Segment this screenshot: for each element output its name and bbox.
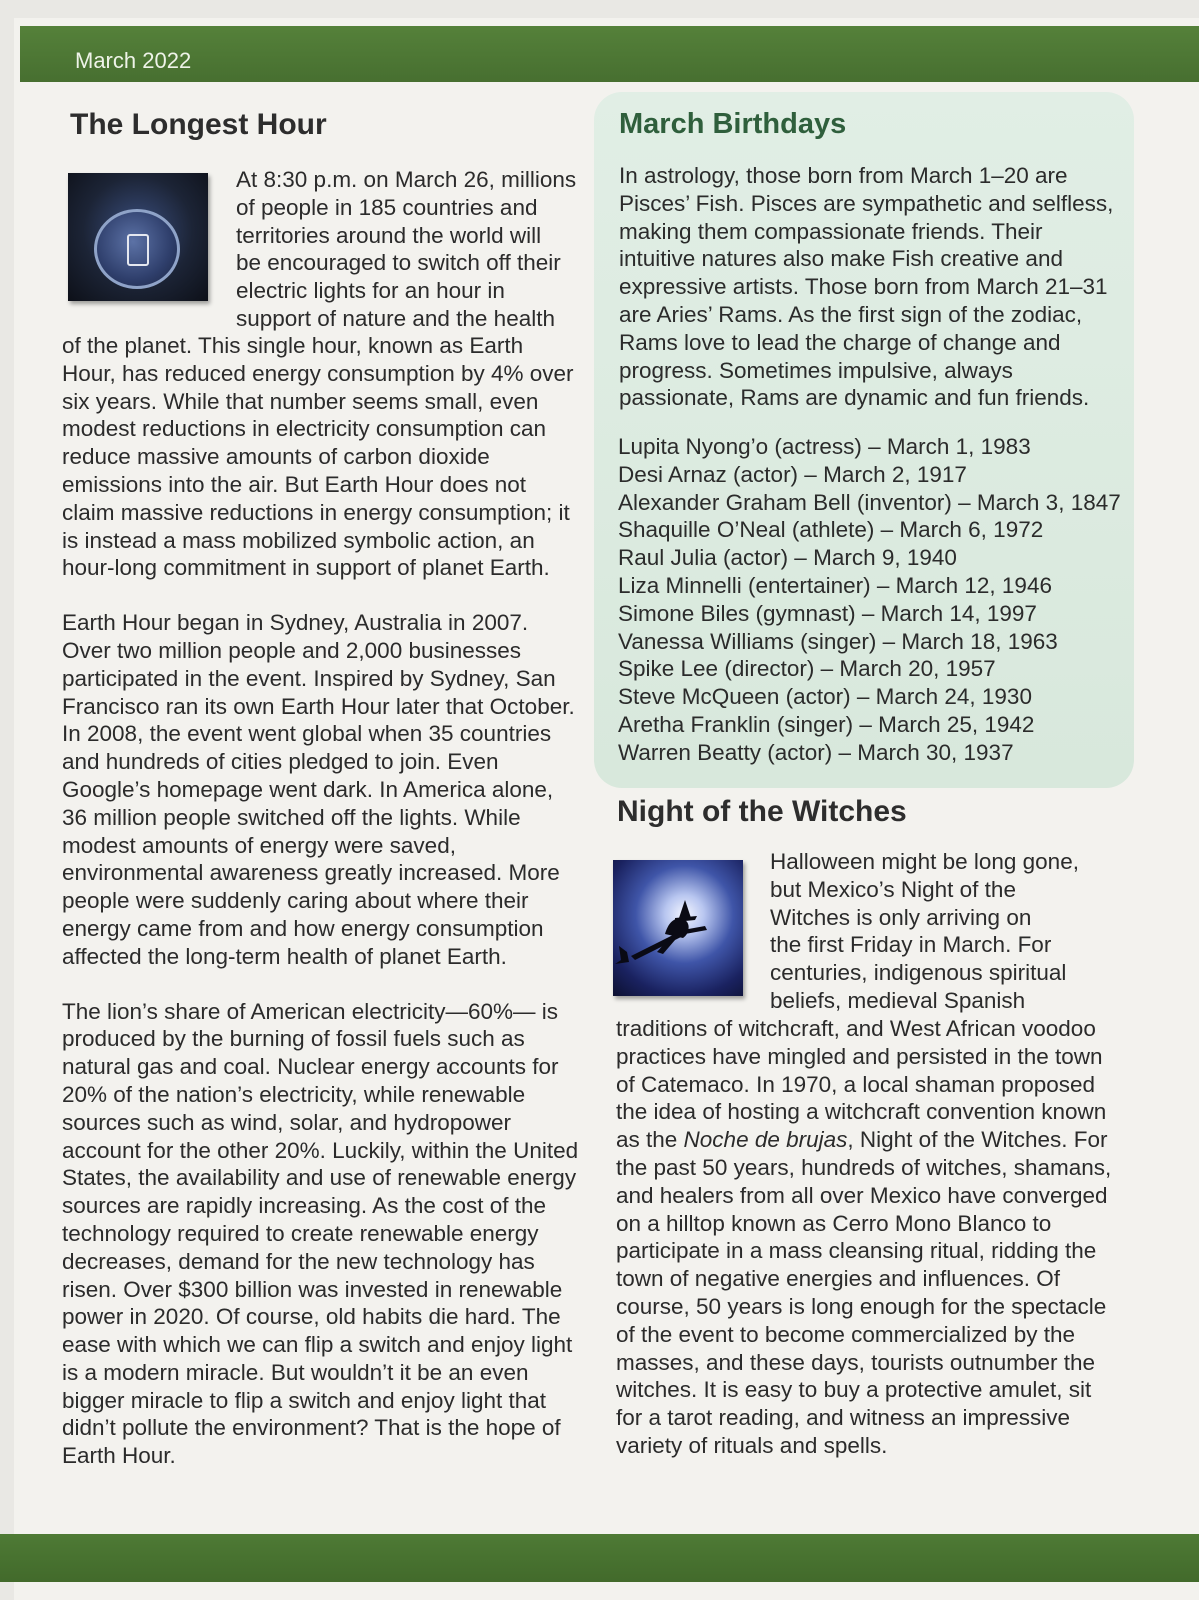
witch-image xyxy=(613,860,743,996)
birthday-item: Vanessa Williams (singer) – March 18, 1963 xyxy=(618,628,1058,654)
birthday-item: Shaquille O’Neal (athlete) – March 6, 1972 xyxy=(618,517,1044,543)
wrap-line: the first Friday in March. For xyxy=(770,932,1052,958)
witches-text-a: traditions of witchcraft, and West African voodoo practices have mingled and persisted in the town of Catemaco. In 1970, a local shaman proposed the idea of hosting a witchcraft convention known as the xyxy=(616,1016,1107,1153)
wrap-line: Witches is only arriving on xyxy=(770,904,1032,930)
witch-silhouette-icon xyxy=(613,860,743,996)
birthday-item: Spike Lee (director) – March 20, 1957 xyxy=(618,656,996,682)
birthday-item: Lupita Nyong’o (actress) – March 1, 1983 xyxy=(618,434,1031,459)
birthday-item: Liza Minnelli (entertainer) – March 12, 1946 xyxy=(618,572,1052,598)
wrap-line: At 8:30 p.m. on March 26, millions xyxy=(236,167,577,192)
wrap-line: centuries, indigenous spiritual xyxy=(770,960,1067,986)
noche-de-brujas: Noche de brujas xyxy=(683,1127,848,1153)
birthday-item: Steve McQueen (actor) – March 24, 1930 xyxy=(618,684,1032,710)
globe-icon xyxy=(94,209,180,289)
wrap-line: electric lights for an hour in xyxy=(236,278,505,304)
witches-wrap-text xyxy=(770,848,1125,1015)
longest-hour-body xyxy=(62,332,582,1497)
paragraph-3: The lion’s share of American electricity—60%— is produced by the burning of fossil fuels such as natural gas and coal. Nuclear energy accounts for 20% of the nation’s electricity, while renewable sources such as wind, solar, and hydropower account for the other 20%. Luckily, within the United States, the availability and use of renewable energy sources are rapidly increasing. As the cost of the technology required to create renewable energy decreases, demand for the new technology has risen. Over $300 billion was invested in renewable power in 2020. Of course, old habits die hard. The ease with which we can flip a switch and enjoy light is a modern miracle. But wouldn’t it be an even bigger miracle to flip a switch and enjoy light that didn’t pollute the environment? That is the hope of Earth Hour. xyxy=(62,998,579,1469)
birthday-item: Aretha Franklin (singer) – March 25, 1942 xyxy=(618,711,1035,737)
birthday-item: Raul Julia (actor) – March 9, 1940 xyxy=(618,545,957,571)
header-band xyxy=(20,26,1199,82)
witches-title: Night of the Witches xyxy=(617,795,907,828)
birthday-item: Alexander Graham Bell (inventor) – March 3, 1847 xyxy=(618,489,1121,515)
paragraph-1-rest: of the planet. This single hour, known as Earth Hour, has reduced energy consumption by 4% over six years. While that number seems small, even modest reductions in electricity consumption can reduce massive amounts of carbon dioxide emissions into the air. But Earth Hour does not claim massive reductions in energy consumption; it is instead a mass mobilized symbolic action, an hour-long commitment in support of planet Earth. xyxy=(62,333,574,581)
wrap-line: be encouraged to switch off their xyxy=(236,250,561,276)
issue-date: March 2022 xyxy=(75,48,192,73)
longest-hour-title: The Longest Hour xyxy=(70,108,327,141)
paragraph-2: Earth Hour began in Sydney, Australia in 2007. Over two million people and 2,000 businesses participated in the event. Inspired by Sydney, San Francisco ran its own Earth Hour later that October. In 2008, the event went global when 35 countries and hundreds of cities pledged to join. Even Google’s homepage went dark. In America alone, 36 million people switched off the lights. While modest amounts of energy were saved, environmental awareness greatly increased. More people were suddenly caring about where their energy came from and how energy consumption affected the long-term health of planet Earth. xyxy=(62,610,575,969)
birthdays-title: March Birthdays xyxy=(619,108,847,140)
footer-band xyxy=(0,1534,1199,1582)
wrap-line: of people in 185 countries and xyxy=(236,194,538,220)
wrap-line: support of nature and the health xyxy=(236,305,555,331)
birthdays-intro: In astrology, those born from March 1–20 are Pisces’ Fish. Pisces are sympathetic and selfless, making them compassionate friends. Their intuitive natures also make Fish creative and expressive artists. Those born from March 21–31 are Aries’ Rams. As the first sign of the zodiac, Rams love to lead the charge of change and progress. Sometimes impulsive, always passionate, Rams are dynamic and fun friends. xyxy=(619,163,1114,411)
birthday-item: Desi Arnaz (actor) – March 2, 1917 xyxy=(618,461,967,487)
wrap-line: territories around the world will xyxy=(236,222,542,248)
birthday-list xyxy=(618,433,1121,767)
birthday-item: Warren Beatty (actor) – March 30, 1937 xyxy=(618,739,1014,765)
longest-hour-wrap-text xyxy=(236,166,581,333)
wrap-line: but Mexico’s Night of the xyxy=(770,876,1016,902)
wrap-line: beliefs, medieval Spanish xyxy=(770,987,1026,1013)
witches-text-b: , Night of the Witches. For the past 50 years, hundreds of witches, shamans, and healers from all over Mexico have converged on a hilltop known as Cerro Mono Blanco to participate in a mass cleansing ritual, ridding the town of negative energies and influences. Of course, 50 years is long enough for the spectacle of the event to become commercialized by the masses, and these days, tourists outnumber the witches. It is easy to buy a protective amulet, sit for a tarot reading, and witness an impressive variety of rituals and spells. xyxy=(616,1127,1112,1458)
witches-body xyxy=(616,1015,1121,1460)
wrap-line: Halloween might be long gone, xyxy=(770,849,1079,874)
birthday-item: Simone Biles (gymnast) – March 14, 1997 xyxy=(618,600,1037,626)
earth-hour-image xyxy=(68,173,208,301)
